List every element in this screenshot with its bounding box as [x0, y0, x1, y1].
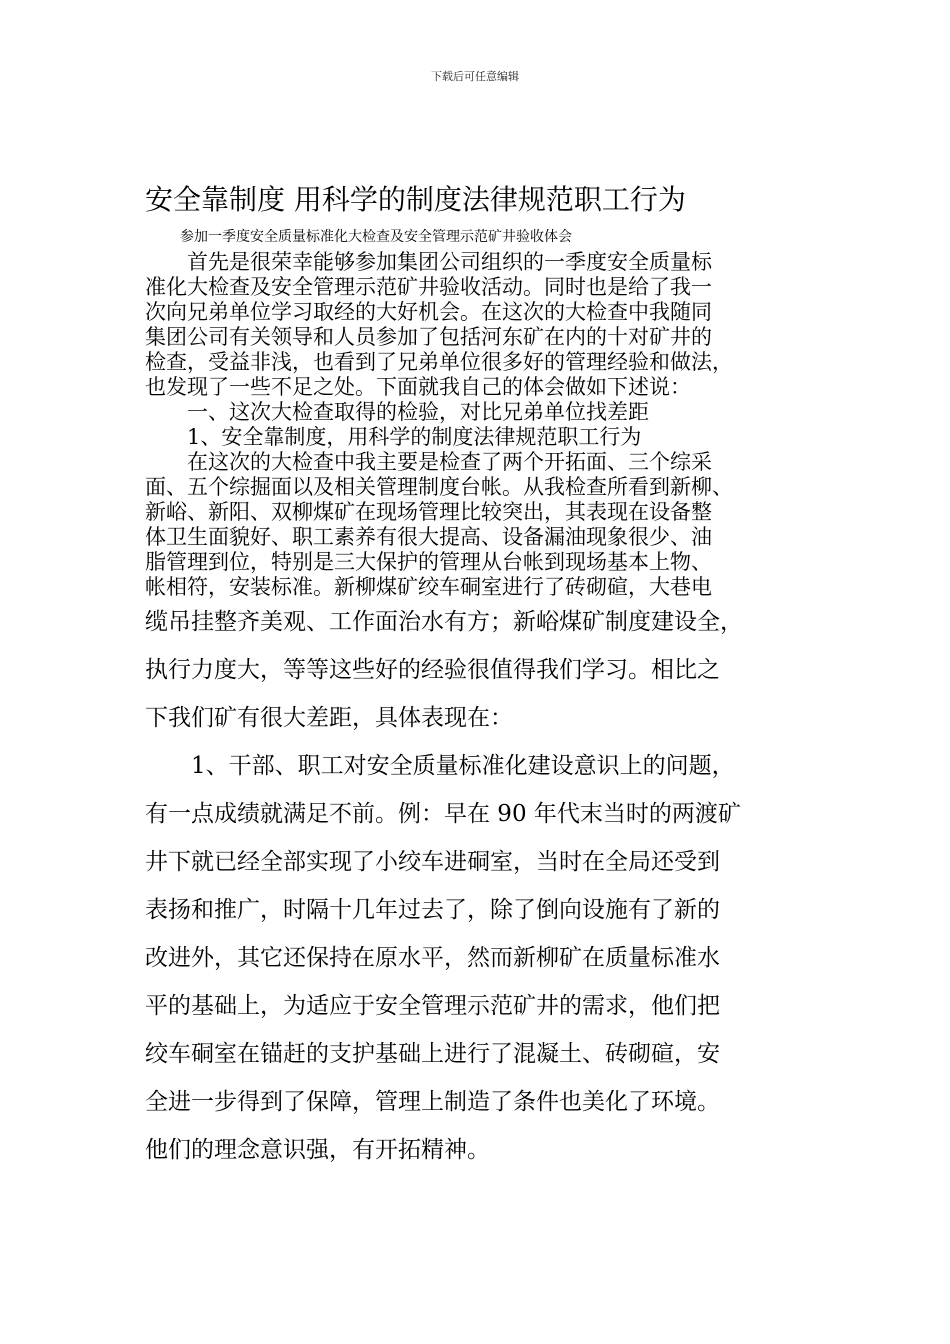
- body-line: 集团公司有关领导和人员参加了包括河东矿在内的十对矿井的: [145, 325, 712, 349]
- body-line: 首先是很荣幸能够参加集团公司组织的一季度安全质量标: [145, 250, 712, 274]
- document-title: 安全靠制度 用科学的制度法律规范职工行为: [145, 183, 686, 216]
- section-heading: 一、这次大检查取得的检验，对比兄弟单位找差距: [145, 400, 649, 424]
- body-line: 1、干部、职工对安全质量标准化建设意识上的问题，: [145, 753, 735, 779]
- body-line: 脂管理到位，特别是三大保护的管理从台帐到现场基本上物、: [145, 550, 712, 574]
- subsection-heading: 1、安全靠制度，用科学的制度法律规范职工行为: [145, 425, 642, 449]
- body-line: 表扬和推广，时隔十几年过去了，除了倒向设施有了新的: [145, 897, 720, 923]
- body-line: 有一点成绩就满足不前。例：早在 90 年代末当时的两渡矿: [145, 801, 741, 827]
- body-line: 帐相符，安装标准。新柳煤矿绞车硐室进行了砖砌碹，大巷电: [145, 575, 712, 599]
- document-subtitle: 参加一季度安全质量标准化大检查及安全管理示范矿井验收体会: [180, 229, 572, 245]
- body-line: 他们的理念意识强，有开拓精神。: [145, 1137, 490, 1163]
- body-line: 准化大检查及安全管理示范矿井验收活动。同时也是给了我一: [145, 275, 712, 299]
- body-dense-block: [145, 250, 825, 600]
- body-line: 下我们矿有很大差距，具体表现在：: [145, 705, 513, 731]
- body-loose-block: [145, 598, 825, 1174]
- body-line: 执行力度大，等等这些好的经验很值得我们学习。相比之: [145, 657, 720, 683]
- body-line: 新峪、新阳、双柳煤矿在现场管理比较突出，其表现在设备整: [145, 500, 712, 524]
- body-line: 检查，受益非浅，也看到了兄弟单位很多好的管理经验和做法，: [145, 350, 733, 374]
- header-note: 下载后可任意编辑: [431, 70, 519, 83]
- body-line: 井下就已经全部实现了小绞车进硐室，当时在全局还受到: [145, 849, 720, 875]
- body-line: 全进一步得到了保障，管理上制造了条件也美化了环境。: [145, 1089, 720, 1115]
- body-line: 也发现了一些不足之处。下面就我自己的体会做如下述说：: [145, 375, 691, 399]
- body-line: 在这次的大检查中我主要是检查了两个开拓面、三个综采: [145, 450, 712, 474]
- body-line: 改进外，其它还保持在原水平，然而新柳矿在质量标准水: [145, 945, 720, 971]
- body-line: 面、五个综掘面以及相关管理制度台帐。从我检查所看到新柳、: [145, 475, 733, 499]
- body-line: 次向兄弟单位学习取经的大好机会。在这次的大检查中我随同: [145, 300, 712, 324]
- body-line: 缆吊挂整齐美观、工作面治水有方；新峪煤矿制度建设全，: [145, 609, 743, 635]
- body-line: 体卫生面貌好、职工素养有很大提高、设备漏油现象很少、油: [145, 525, 712, 549]
- body-line: 绞车硐室在锚赶的支护基础上进行了混凝土、砖砌碹，安: [145, 1041, 720, 1067]
- body-line: 平的基础上，为适应于安全管理示范矿井的需求，他们把: [145, 993, 720, 1019]
